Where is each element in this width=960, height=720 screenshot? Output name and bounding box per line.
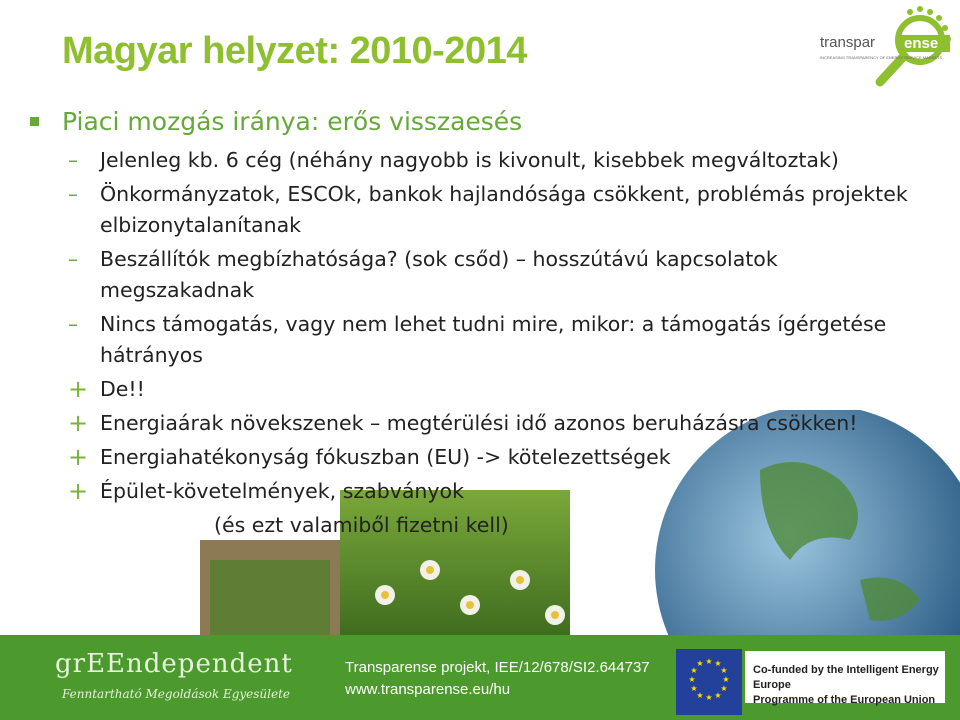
slide-body [30,105,930,544]
list-item-text: Önkormányzatok, ESCOk, bankok hajlandósága csökkent, problémás projektek elbizonytalanítanak [100,182,908,237]
logo-tagline: INCREASING TRANSPARENCY OF ENERGY SERVICE MARKETS [820,55,943,60]
list-item [30,244,930,306]
section-heading-text: Piaci mozgás iránya: erős visszaesés [62,107,523,136]
list-item-text: Épület-követelmények, szabványok [100,479,464,503]
list-item-text: Energiaárak növekszenek – megtérülési idő azonos beruházásra csökken! [100,411,858,435]
cofunding-line-1: Co-funded by the Intelligent Energy Europe [753,664,939,691]
eu-flag-icon [676,649,742,715]
list-item [30,442,930,473]
list-item [30,179,930,241]
svg-text:★: ★ [720,684,728,693]
cofunding-notice [745,651,945,706]
list-item-text: De!! [100,377,145,401]
plus-bullet-icon: + [68,443,89,471]
list-item [30,476,930,507]
list-item-text: Energiahatékonyság fókuszban (EU) -> kötelezettségek [100,445,671,469]
dash-bullet-icon: – [68,247,78,271]
dash-bullet-icon: – [68,148,78,172]
svg-text:★: ★ [714,691,722,700]
list-item [30,309,930,371]
cofunding-line-2: Programme of the European Union [753,694,936,706]
list-item-text: Nincs támogatás, vagy nem lehet tudni mire, mikor: a támogatás ígérgetése hátrányos [100,312,887,367]
list-item-text: Jelenleg kb. 6 cég (néhány nagyobb is kivonult, kisebbek megváltoztak) [100,148,839,172]
plus-bullet-icon: + [68,409,89,437]
transparense-logo [812,2,960,88]
project-info [345,657,650,701]
svg-text:★: ★ [720,666,728,675]
org-logo-name: grEEndependent [55,649,293,679]
svg-text:★: ★ [696,691,704,700]
dash-bullet-icon: – [68,312,78,336]
list-item [30,374,930,405]
project-id-line: Transparense projekt, IEE/12/678/SI2.644737 [345,659,650,676]
svg-text:★: ★ [705,657,713,666]
svg-text:★: ★ [722,675,730,684]
svg-text:★: ★ [696,659,704,668]
svg-text:★: ★ [690,666,698,675]
footer-bar [0,635,960,720]
svg-text:★: ★ [688,675,696,684]
plus-bullet-icon: + [68,375,89,403]
svg-text:★: ★ [714,659,722,668]
list-item [30,408,930,439]
logo-text-prefix: transpar [820,34,876,51]
project-url-link[interactable]: www.transparense.eu/hu [345,681,511,698]
logo-text-suffix: ense [904,35,939,52]
plus-bullet-icon: + [68,477,89,505]
svg-text:★: ★ [690,684,698,693]
square-bullet-icon [30,117,39,126]
page-title: Magyar helyzet: 2010-2014 [62,30,527,72]
org-logo-subtitle: Fenntartható Megoldások Egyesülete [62,687,291,701]
dash-bullet-icon: – [68,182,78,206]
note-text: (és ezt valamiből fizetni kell) [214,513,509,537]
svg-text:★: ★ [705,693,713,702]
section-heading [30,105,930,139]
list-item-text: Beszállítók megbízhatósága? (sok csőd) – hosszútávú kapcsolatok megszakadnak [100,247,778,302]
list-item [30,145,930,176]
